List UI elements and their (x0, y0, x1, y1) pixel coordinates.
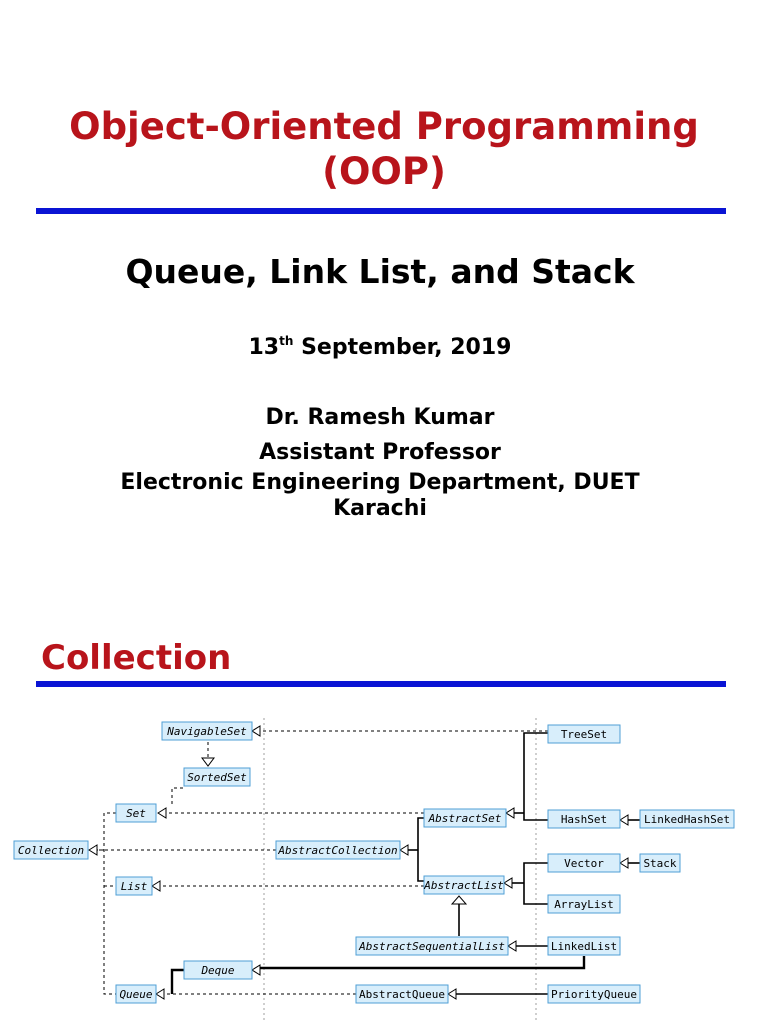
svg-text:HashSet: HashSet (560, 813, 608, 826)
slide-title (0, 104, 768, 194)
svg-text:SortedSet: SortedSet (187, 771, 247, 784)
box-sorted-set (184, 768, 250, 786)
slide-title-line2: (OOP) (322, 150, 446, 193)
svg-text:PriorityQueue: PriorityQueue (550, 988, 638, 1001)
svg-text:AbstractSequentialList: AbstractSequentialList (359, 940, 505, 953)
box-abstract-list (423, 876, 504, 894)
box-navigable-set (162, 722, 252, 740)
box-priority-queue (548, 985, 640, 1003)
author-name: Dr. Ramesh Kumar (265, 405, 495, 430)
author-dept-line2: Karachi (333, 496, 427, 521)
date-rest: September, 2019 (293, 335, 512, 360)
box-tree-set (548, 725, 620, 743)
svg-text:Stack: Stack (643, 857, 677, 870)
svg-text:Vector: Vector (564, 857, 604, 870)
slide-subtitle: Queue, Link List, and Stack (125, 252, 635, 291)
box-array-list (548, 895, 620, 913)
slide-title-line1: Object-Oriented Programming (69, 105, 699, 148)
svg-text:Set: Set (126, 807, 146, 820)
box-abstract-queue (356, 985, 448, 1003)
svg-text:LinkedHashSet: LinkedHashSet (643, 813, 731, 826)
svg-text:ArrayList: ArrayList (554, 898, 614, 911)
box-set (116, 804, 156, 822)
svg-text:NavigableSet: NavigableSet (167, 725, 247, 738)
svg-text:AbstractQueue: AbstractQueue (358, 988, 446, 1001)
box-linked-list (548, 937, 620, 955)
svg-text:AbstractSet: AbstractSet (428, 812, 502, 825)
box-abstract-set (424, 809, 506, 827)
box-collection (14, 841, 88, 859)
svg-text:Queue: Queue (119, 988, 153, 1001)
author-title: Assistant Professor (259, 440, 501, 465)
author-block (0, 400, 760, 522)
date-ordinal: th (279, 334, 294, 348)
box-abstract-sequential-list (356, 937, 508, 955)
box-vector (548, 854, 620, 872)
svg-text:Deque: Deque (201, 964, 235, 977)
box-queue (116, 985, 156, 1003)
collection-rule (36, 681, 726, 687)
collection-diagram (0, 700, 768, 1024)
box-deque (184, 961, 252, 979)
svg-text:AbstractCollection: AbstractCollection (278, 844, 398, 857)
author-dept-line1: Electronic Engineering Department, DUET (120, 470, 640, 495)
title-rule (36, 208, 726, 214)
svg-text:LinkedList: LinkedList (550, 940, 618, 953)
date-day: 13 (248, 335, 280, 360)
svg-text:Collection: Collection (17, 844, 85, 857)
lecture-date (0, 334, 760, 360)
svg-text:TreeSet: TreeSet (560, 728, 608, 741)
collection-title: Collection (41, 638, 232, 678)
svg-text:AbstractList: AbstractList (424, 879, 504, 892)
box-linked-hash-set (640, 810, 734, 828)
box-list (116, 877, 152, 895)
box-hash-set (548, 810, 620, 828)
svg-text:List: List (120, 880, 148, 893)
box-abstract-collection (276, 841, 400, 859)
box-stack (640, 854, 680, 872)
